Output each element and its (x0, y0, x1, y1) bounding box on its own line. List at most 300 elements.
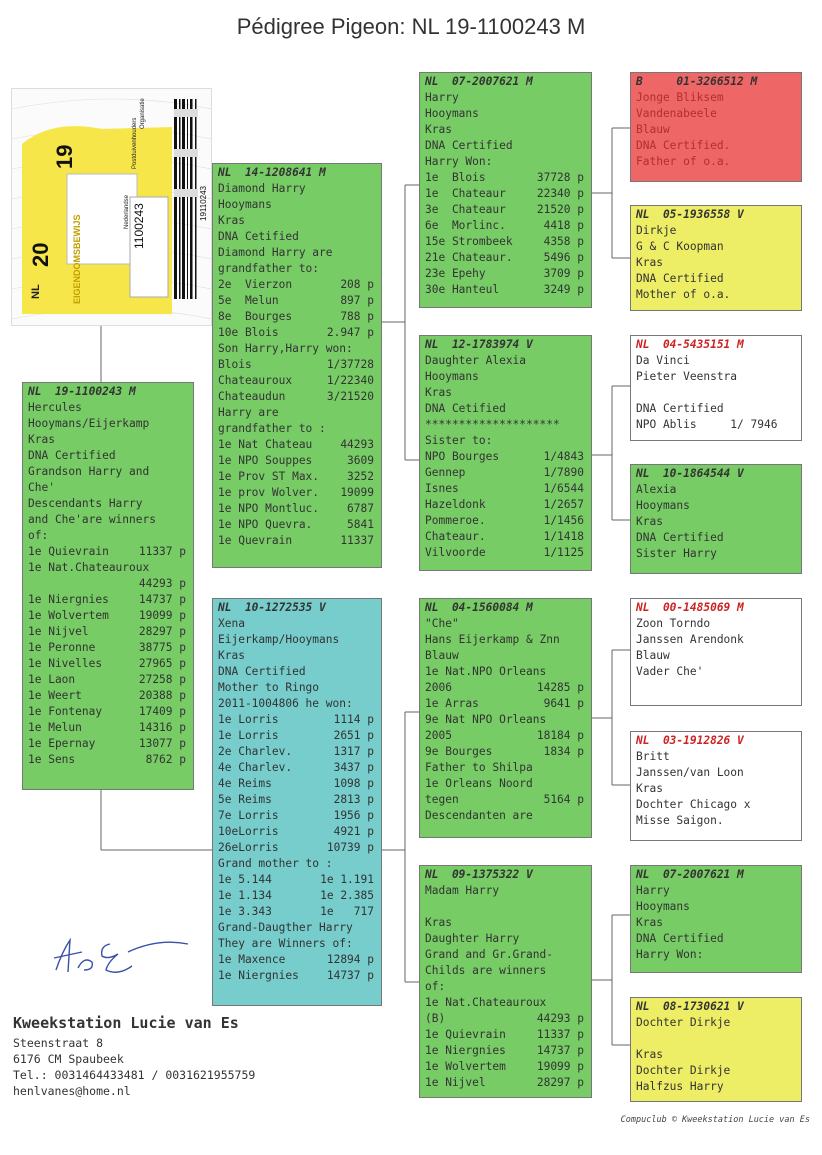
result-value: 22340 p (536, 187, 584, 200)
result-label: Vilvoorde (425, 546, 486, 559)
text-line: Son Harry,Harry won: (218, 342, 353, 355)
father-header: NL 14-1208641 M (218, 166, 326, 179)
text-line: Diamond Harry are (218, 246, 333, 259)
text-line: Daughter Harry (425, 932, 520, 945)
text-line: "Che" (425, 617, 459, 630)
text-line: Sister to: (425, 434, 493, 447)
subject-lines (28, 400, 188, 544)
result-value: 4418 p (543, 219, 584, 232)
result-row (28, 608, 188, 624)
text-line: Kras (218, 214, 245, 227)
result-value: 27258 p (138, 673, 186, 686)
father-lines-3 (218, 405, 376, 437)
result-row (218, 808, 376, 824)
mf-lines-4 (425, 808, 586, 824)
result-label: Pommeroe. (425, 514, 486, 527)
subject-results (28, 544, 188, 768)
mf-lines-2 (425, 712, 586, 728)
result-label: Isnes (425, 482, 459, 495)
result-row (218, 952, 376, 968)
result-value: 1e 1.191 (320, 873, 374, 886)
result-value (186, 560, 188, 576)
breeder-phone: Tel.: 0031464433481 / 0031621955759 (13, 1068, 256, 1082)
result-row (218, 744, 376, 760)
result-row (425, 1011, 586, 1027)
text-line: Hercules (28, 401, 82, 414)
text-line: Janssen/van Loon (636, 766, 744, 779)
text-line: Harry are (218, 406, 279, 419)
result-row (425, 186, 586, 202)
fmf-header: NL 04-5435151 M (636, 338, 744, 351)
result-value: 3/21520 (326, 390, 374, 403)
result-label: 1e Nat Chateau (218, 438, 313, 451)
result-row (28, 688, 188, 704)
mm-header: NL 09-1375322 V (425, 868, 533, 881)
mf-results-1 (425, 680, 586, 712)
text-line: Dirkje (636, 224, 677, 237)
result-label: 26eLorris (218, 841, 279, 854)
great-grandparent-mmf-card (630, 865, 802, 973)
result-value: 5841 (347, 518, 374, 531)
result-row (425, 792, 586, 808)
result-row (425, 1027, 586, 1043)
result-row (425, 728, 586, 744)
ff-lines (425, 90, 586, 170)
result-row (28, 736, 188, 752)
result-label: 2005 (425, 729, 452, 742)
result-row (218, 728, 376, 744)
text-line: of: (425, 980, 446, 993)
mother-header: NL 10-1272535 V (218, 601, 326, 614)
text-line: 2011-1004806 he won: (218, 697, 353, 710)
result-value: 1317 p (333, 745, 374, 758)
result-label: 1e NPO Souppes (218, 454, 313, 467)
text-line: grandfather to: (218, 262, 320, 275)
breeder-street: Steenstraat 8 (13, 1036, 104, 1050)
result-label: 10e Blois (218, 326, 279, 339)
mmf-lines (636, 883, 796, 963)
text-line: Blauw (636, 649, 670, 662)
text-line: Dochter Dirkje (636, 1016, 731, 1029)
result-label: 1e Prov ST Max. (218, 470, 320, 483)
result-label: 1e Quievrain (28, 545, 109, 558)
result-label: 1e Weert (28, 689, 82, 702)
text-line: Kras (218, 649, 245, 662)
text-line: of: (28, 529, 49, 542)
text-line: DNA Certified (636, 402, 724, 415)
result-label: 1e Epernay (28, 737, 96, 750)
text-line: Grand-Daugther Harry (218, 921, 353, 934)
text-line: Father to Shilpa (425, 761, 533, 774)
result-label: 1e Laon (28, 673, 76, 686)
result-row (28, 656, 188, 672)
subject-header: NL 19-1100243 M (28, 385, 136, 398)
result-row (425, 1043, 586, 1059)
result-label: 7e Lorris (218, 809, 279, 822)
text-line: G & C Koopman (636, 240, 724, 253)
result-value: 1/6544 (543, 482, 584, 495)
result-label: Hazeldonk (425, 498, 486, 511)
text-line: Diamond Harry (218, 182, 306, 195)
result-label: 30e Hanteul (425, 283, 500, 296)
result-value: 1/1125 (543, 546, 584, 559)
maternal-grandfather-card (419, 598, 592, 838)
result-label: 1e Lorris (218, 713, 279, 726)
result-value: 1/22340 (326, 374, 374, 387)
result-label: Chateaudun (218, 390, 286, 403)
result-label: 4e Charlev. (218, 761, 293, 774)
result-row (218, 712, 376, 728)
text-line: They are Winners of: (218, 937, 353, 950)
text-line: DNA Certified (636, 932, 724, 945)
fmm-header: NL 10-1864544 V (636, 467, 744, 480)
result-row (218, 840, 376, 856)
fff-header: B 01-3266512 M (636, 75, 758, 88)
result-value: 18184 p (536, 729, 584, 742)
result-row (28, 592, 188, 608)
result-row (425, 497, 586, 513)
mmf-header: NL 07-2007621 M (636, 868, 744, 881)
result-value: 4358 p (543, 235, 584, 248)
result-label: 1e 3.343 (218, 905, 272, 918)
result-value: 2813 p (333, 793, 374, 806)
result-label: 1e prov Wolver. (218, 486, 320, 499)
text-line: DNA Certified. (636, 139, 731, 152)
breeder-city: 6176 CM Spaubeek (13, 1052, 124, 1066)
text-line: Father of o.a. (636, 155, 731, 168)
result-row (425, 250, 586, 266)
breeder-info (13, 1015, 255, 1099)
result-value: 14316 p (138, 721, 186, 734)
ffm-lines (636, 223, 796, 303)
result-value: 11337 p (138, 545, 186, 558)
text-line: DNA Certified (636, 272, 724, 285)
result-value: 2.947 p (326, 326, 374, 339)
result-value: 19099 (340, 486, 374, 499)
result-label: 23e Epehy (425, 267, 486, 280)
result-value: 20388 p (138, 689, 186, 702)
result-row (28, 640, 188, 656)
text-line: Kras (636, 916, 663, 929)
result-row (218, 277, 376, 293)
result-row (28, 720, 188, 736)
result-value: 897 p (340, 294, 374, 307)
mother-card (212, 598, 382, 1006)
fmm-lines (636, 482, 796, 562)
result-value: 12894 p (326, 953, 374, 966)
result-row (425, 481, 586, 497)
text-line: DNA Certified (218, 665, 306, 678)
result-row (218, 293, 376, 309)
result-row (28, 672, 188, 688)
result-label: 1e Nat.Chateauroux (28, 561, 150, 574)
result-value: 8762 p (145, 753, 186, 766)
fff-lines (636, 90, 796, 170)
great-grandparent-mfm-card (630, 731, 802, 841)
result-label: 1e Melun (28, 721, 82, 734)
text-line: Vandenabeele (636, 107, 717, 120)
result-row (425, 545, 586, 561)
result-label: 1e Quevrain (218, 534, 293, 547)
result-value: 14737 p (326, 969, 374, 982)
result-value: 5164 p (543, 793, 584, 806)
result-value: 19099 p (536, 1060, 584, 1073)
text-line: Che' (28, 481, 55, 494)
result-row (218, 517, 376, 533)
result-row (28, 624, 188, 640)
text-line: Grandson Harry and (28, 465, 150, 478)
mfm-lines (636, 749, 796, 829)
mff-lines (636, 616, 796, 680)
text-line: DNA Certified (28, 449, 116, 462)
result-label: 1e Blois (425, 171, 486, 184)
text-line: Daughter Alexia (425, 354, 527, 367)
page-title: Pédigree Pigeon: NL 19-1100243 M (236, 14, 586, 39)
result-label: 1e 1.134 (218, 889, 272, 902)
result-label: 1e Nijvel (28, 625, 89, 638)
result-row (218, 453, 376, 469)
result-label: 10eLorris (218, 825, 279, 838)
mmm-lines (636, 1015, 796, 1095)
text-line: DNA Cetified (218, 230, 299, 243)
result-value: 1/4843 (543, 450, 584, 463)
ring-year-right: 19 (52, 144, 77, 169)
result-label: tegen (425, 793, 459, 806)
result-row (425, 266, 586, 282)
result-label: NPO Bourges (425, 450, 500, 463)
text-line: Descendanten are (425, 809, 533, 822)
result-row (425, 680, 586, 696)
ring-country: NL (30, 284, 42, 299)
text-line: Grand and Gr.Grand- (425, 948, 553, 961)
text-line (636, 1031, 796, 1047)
result-row (218, 485, 376, 501)
text-line: Harry Won: (636, 948, 704, 961)
result-row (218, 309, 376, 325)
result-value: 3709 p (543, 267, 584, 280)
great-grandparent-ffm-card (630, 205, 802, 311)
text-line: Descendants Harry (28, 497, 143, 510)
mother-lines-1 (218, 616, 376, 712)
result-value: 9641 p (543, 697, 584, 710)
text-line: DNA Certified (636, 531, 724, 544)
result-row (28, 576, 188, 592)
text-line: Dochter Chicago x (636, 798, 751, 811)
ring-barcode-text: 19110243 (199, 186, 208, 221)
text-line: Hooymans (425, 370, 479, 383)
result-row (28, 752, 188, 768)
maternal-grandmother-card (419, 865, 592, 1098)
result-value: 13077 p (138, 737, 186, 750)
result-row (28, 544, 188, 560)
father-lines-2 (218, 341, 376, 357)
result-value: 4921 p (333, 825, 374, 838)
result-label: 1e Lorris (218, 729, 279, 742)
result-label: Chateauroux (218, 374, 293, 387)
text-line: Kras (636, 256, 663, 269)
result-label: 3e Chateaur (425, 203, 506, 216)
text-line: Xena (218, 617, 245, 630)
text-line: Eijerkamp/Hooymans (218, 633, 340, 646)
result-row (218, 904, 376, 920)
text-line: and Che'are winners (28, 513, 156, 526)
text-line: Britt (636, 750, 670, 763)
result-row (218, 357, 376, 373)
paternal-grandfather-card (419, 72, 592, 308)
result-label: 2006 (425, 681, 452, 694)
father-results-3 (218, 437, 376, 549)
result-value: 1098 p (333, 777, 374, 790)
result-row (425, 1075, 586, 1091)
mother-results-2 (218, 872, 376, 920)
result-row (218, 437, 376, 453)
result-label: Blois (218, 358, 252, 371)
result-value: 17409 p (138, 705, 186, 718)
text-line: Mother to Ringo (218, 681, 320, 694)
result-label: 1e NPO Quevra. (218, 518, 313, 531)
text-line: 9e Nat NPO Orleans (425, 713, 547, 726)
mfm-header: NL 03-1912826 V (636, 734, 744, 747)
result-value: 44293 p (138, 577, 186, 590)
mf-header: NL 04-1560084 M (425, 601, 533, 614)
result-value: 1/1418 (543, 530, 584, 543)
text-line: Alexia (636, 483, 677, 496)
text-line: Kras (636, 1048, 663, 1061)
great-grandparent-fff-card (630, 72, 802, 182)
result-row (218, 968, 376, 984)
result-row (218, 776, 376, 792)
ff-results (425, 170, 586, 298)
result-value: 11337 p (536, 1028, 584, 1041)
result-label: 1e Nijvel (425, 1076, 486, 1089)
result-value: 5496 p (543, 251, 584, 264)
text-line: grandfather to : (218, 422, 326, 435)
result-row (218, 872, 376, 888)
ring-ownership-card (11, 88, 212, 326)
fm-lines (425, 353, 586, 449)
ring-year-left: 20 (28, 242, 53, 267)
text-line: Hooymans (218, 198, 272, 211)
fm-header: NL 12-1783974 V (425, 338, 533, 351)
result-label: 1e Quievrain (425, 1028, 506, 1041)
mmm-header: NL 08-1730621 V (636, 1000, 744, 1013)
result-row (425, 282, 586, 298)
result-row (425, 218, 586, 234)
text-line: Janssen Arendonk (636, 633, 744, 646)
result-value: 1e 717 (320, 905, 374, 918)
text-line: Pieter Veenstra (636, 370, 738, 383)
result-value: 3249 p (543, 283, 584, 296)
result-value: 3609 (347, 454, 374, 467)
result-value: 21520 p (536, 203, 584, 216)
result-value: 44293 (340, 438, 374, 451)
text-line: 1e Orleans Noord (425, 777, 533, 790)
result-row (218, 760, 376, 776)
result-value: 28297 p (536, 1076, 584, 1089)
result-value: 14737 p (536, 1044, 584, 1057)
result-row (425, 529, 586, 545)
text-line: Mother of o.a. (636, 288, 731, 301)
result-label: 1e Wolvertem (28, 609, 109, 622)
mm-lines (425, 883, 586, 1011)
result-label: 1e Nivelles (28, 657, 103, 670)
text-line: Grand mother to : (218, 857, 333, 870)
text-line: Harry Won: (425, 155, 493, 168)
ring-number: 1100243 (132, 203, 146, 249)
result-label: 1e Wolvertem (425, 1060, 506, 1073)
text-line: Blauw (636, 123, 670, 136)
mf-results-3 (425, 792, 586, 808)
fm-results (425, 449, 586, 561)
result-label: 4e Reims (218, 777, 272, 790)
result-row (425, 465, 586, 481)
result-row (218, 373, 376, 389)
footer-credit: Compuclub © Kweekstation Lucie van Es (620, 1115, 810, 1125)
result-value: 38775 p (138, 641, 186, 654)
result-value: 27965 p (138, 657, 186, 670)
text-line: Kras (425, 386, 452, 399)
breeder-email: henlvanes@home.nl (13, 1084, 131, 1098)
text-line: DNA Certified (425, 139, 513, 152)
result-value: 1e 2.385 (320, 889, 374, 902)
text-line: Kras (636, 782, 663, 795)
result-value: 14737 p (138, 593, 186, 606)
result-value: 1/1456 (543, 514, 584, 527)
result-label: 21e Chateaur. (425, 251, 513, 264)
result-value: 1/7890 (543, 466, 584, 479)
result-label: 6e Morlinc. (425, 219, 506, 232)
great-grandparent-mff-card (630, 598, 802, 706)
great-grandparent-fmf-card (630, 335, 802, 441)
breeder-name: Kweekstation Lucie van Es (13, 1014, 239, 1032)
result-row (218, 469, 376, 485)
text-line: Vader Che' (636, 665, 704, 678)
ff-header: NL 07-2007621 M (425, 75, 533, 88)
text-line: Hooymans/Eijerkamp (28, 417, 150, 430)
paternal-grandmother-card (419, 335, 592, 571)
ring-side-text: EIGENDOMSBEWIJS (72, 214, 82, 304)
text-line: Hans Eijerkamp & Znn (425, 633, 560, 646)
ring-org-1: Nederlandse (124, 194, 130, 229)
text-line: DNA Cetified (425, 402, 506, 415)
result-value: 3252 (347, 470, 374, 483)
mother-lines-3 (218, 920, 376, 952)
text-line: ******************** (425, 418, 560, 431)
mf-lines-1 (425, 616, 586, 680)
result-row (218, 888, 376, 904)
result-label: 1e Niergnies (218, 969, 299, 982)
result-label: 1e Arras (425, 697, 479, 710)
result-label: 1e Niergnies (425, 1044, 506, 1057)
result-row (425, 744, 586, 760)
result-row (28, 704, 188, 720)
result-value: 1/2657 (543, 498, 584, 511)
mother-lines-2 (218, 856, 376, 872)
ring-org-3: Organisatie (140, 98, 146, 129)
result-label: 1e Sens (28, 753, 76, 766)
result-label: 9e Bourges (425, 745, 493, 758)
result-value: 37728 p (536, 171, 584, 184)
text-line: Kras (636, 515, 663, 528)
text-line (425, 899, 586, 915)
text-line: Harry (636, 884, 670, 897)
great-grandparent-fmm-card (630, 464, 802, 574)
mother-results-3 (218, 952, 376, 984)
result-row (425, 170, 586, 186)
fmf-lines (636, 353, 796, 433)
result-value: 788 p (340, 310, 374, 323)
result-row (425, 696, 586, 712)
